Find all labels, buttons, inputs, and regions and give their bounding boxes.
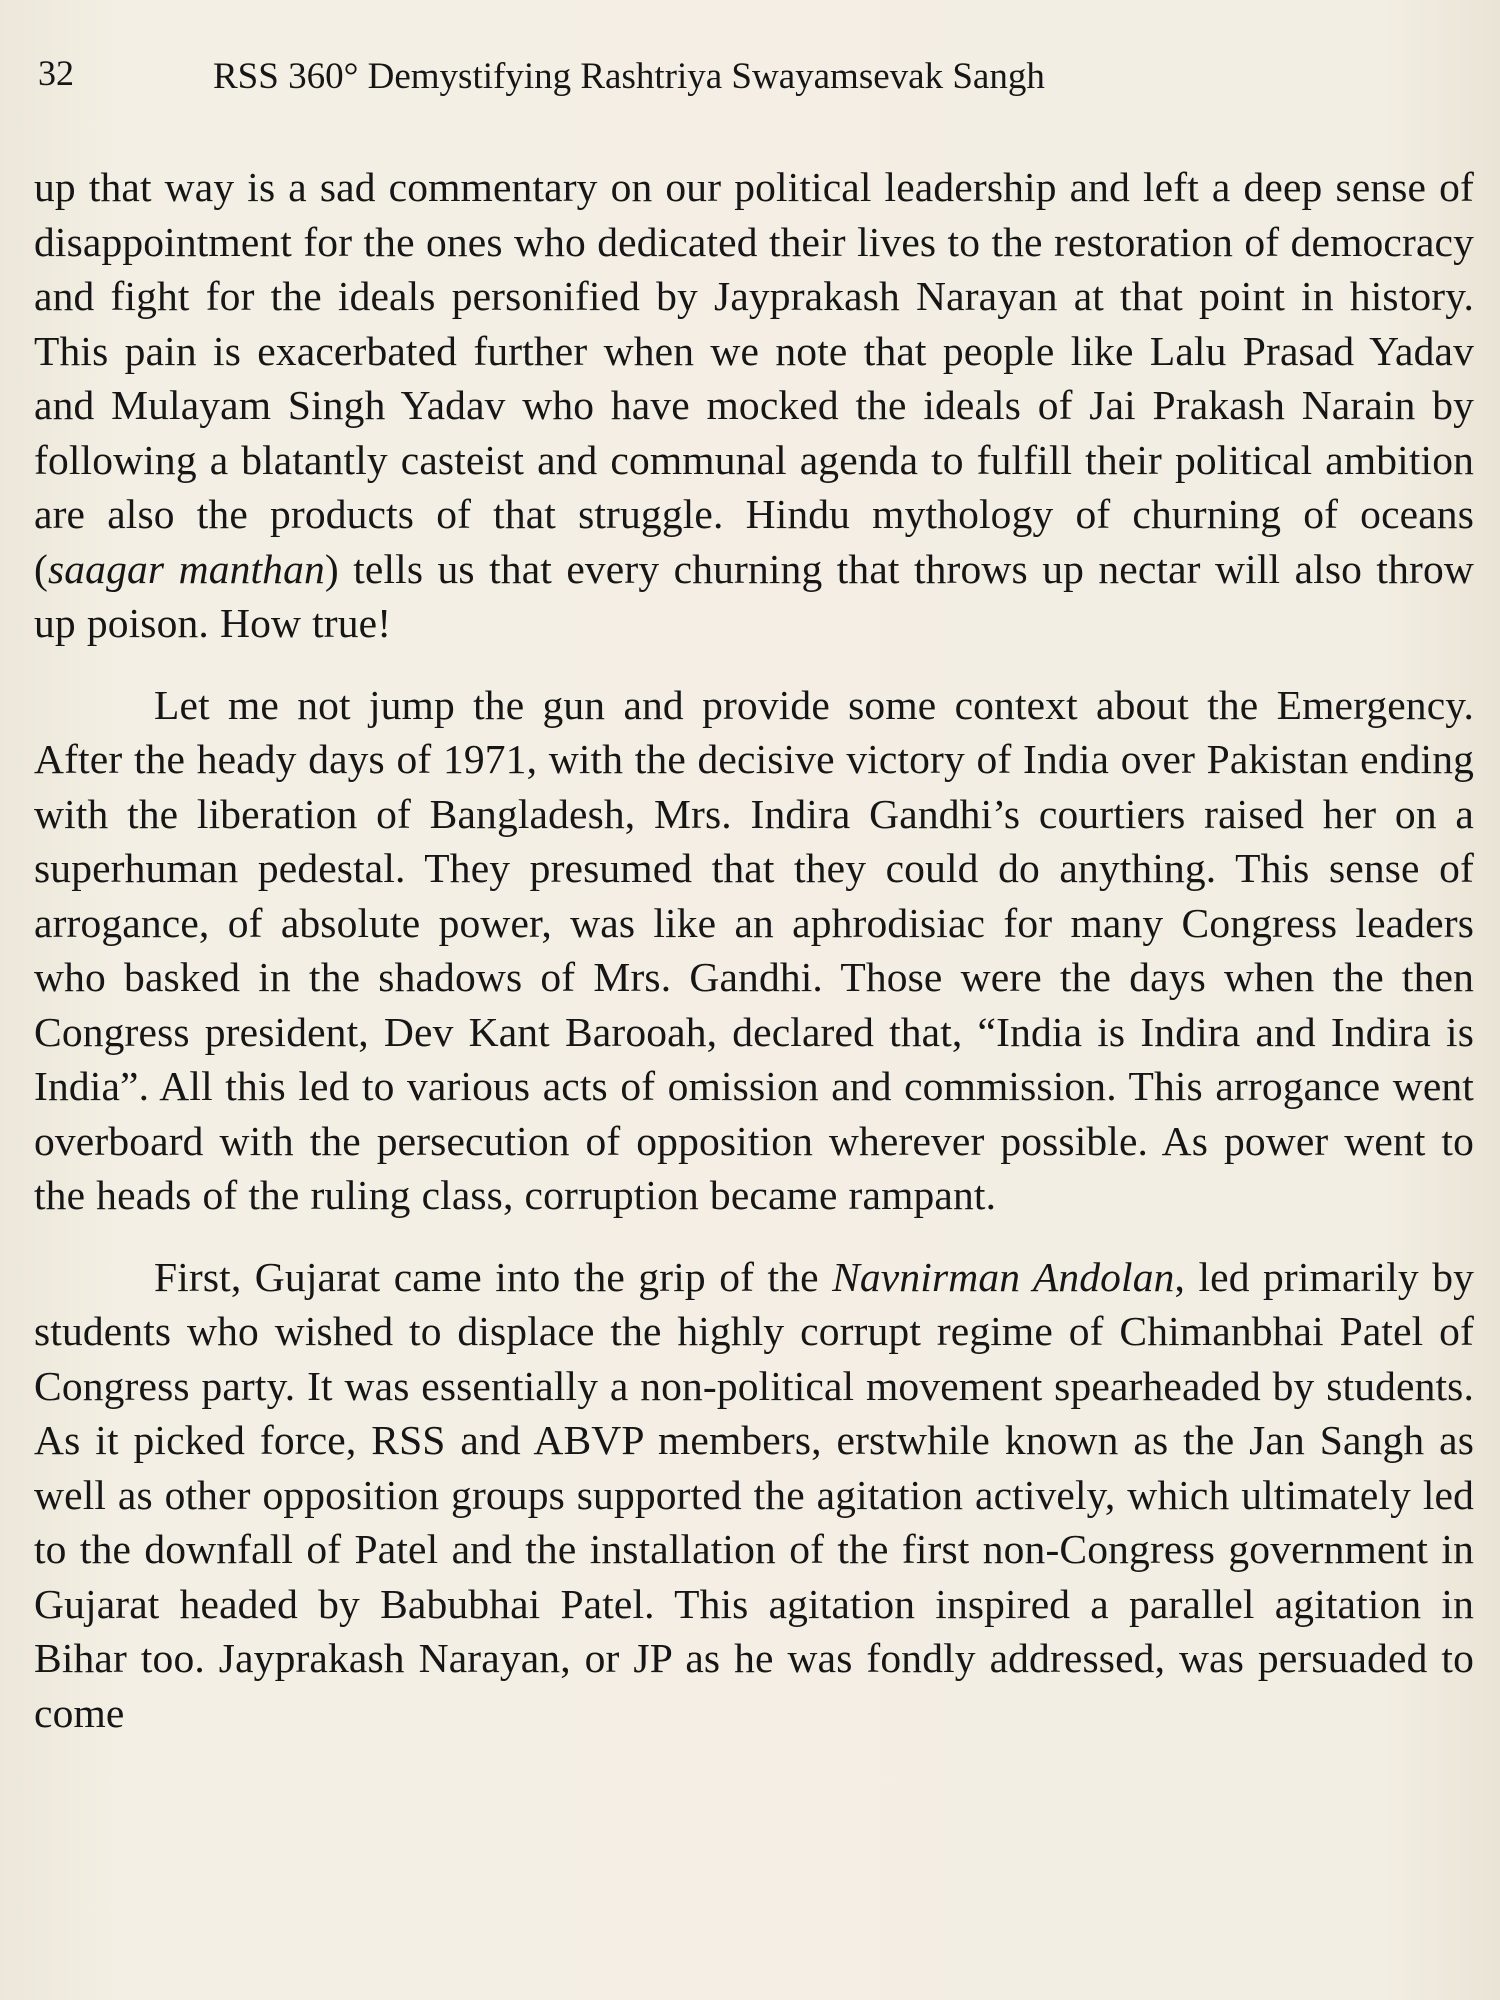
page-number: 32 [38, 53, 74, 93]
paragraph-gujarat-movement [34, 1250, 1474, 1741]
paragraph-continued [34, 160, 1474, 651]
paragraph-text: First, Gujarat came into the grip of the [154, 1253, 833, 1300]
page-header [38, 50, 1298, 110]
paragraph-text: , led primarily by students who wished to displace the highly corrupt regime of Chimanbhai Patel of Congress party. It was essentially a non-political movement spearheaded by students. As it picked force, RSS and ABVP members, erstwhile known as the Jan Sangh as well as other opposition groups supported the agitation actively, which ultimately led to the downfall of Patel and the installation of the first non-Congress government in Gujarat headed by Babubhai Patel. This agitation inspired a parallel agitation in Bihar too. Jayprakash Narayan, or JP as he was fondly addressed, was persuaded to come [34, 1253, 1474, 1736]
italic-term: Navnirman Andolan [832, 1253, 1175, 1300]
paragraph-text: Let me not jump the gun and provide some context about the Emergency. After the heady days of 1971, with the decisive victory of India over Pakistan ending with the liberation of Bangladesh, Mrs. Indira Gandhi’s courtiers raised her on a superhuman pedestal. They presumed that they could do anything. This sense of arrogance, of absolute power, was like an aphrodisiac for many Congress leaders who basked in the shadows of Mrs. Gandhi. Those were the days when the then Congress president, Dev Kant Barooah, declared that, “India is Indira and Indira is India”. All this led to various acts of omission and commission. This arrogance went overboard with the persecution of opposition wherever possible. As power went to the heads of the ruling class, corruption became rampant. [34, 681, 1474, 1218]
paragraph-text: up that way is a sad commentary on our political leadership and left a deep sense of disappointment for the ones who dedicated their lives to the restoration of democracy and fight for the ideals personified by Jayprakash Narayan at that point in history. This pain is exacerbated further when we note that people like Lalu Prasad Yadav and Mulayam Singh Yadav who have mocked the ideals of Jai Prakash Narain by following a blatantly casteist and communal agenda to fulfill their political ambition are also the products of that struggle. Hindu mythology of churning of oceans ( [34, 164, 1474, 592]
body-text [34, 160, 1474, 1740]
running-title: RSS 360° Demystifying Rashtriya Swayamsevak Sangh [213, 56, 1045, 97]
paragraph-emergency-context [34, 678, 1474, 1223]
italic-term: saagar manthan [47, 545, 325, 592]
paragraph-text: ) tells us that every churning that throws up nectar will also throw up poison. How true! [34, 545, 1474, 646]
